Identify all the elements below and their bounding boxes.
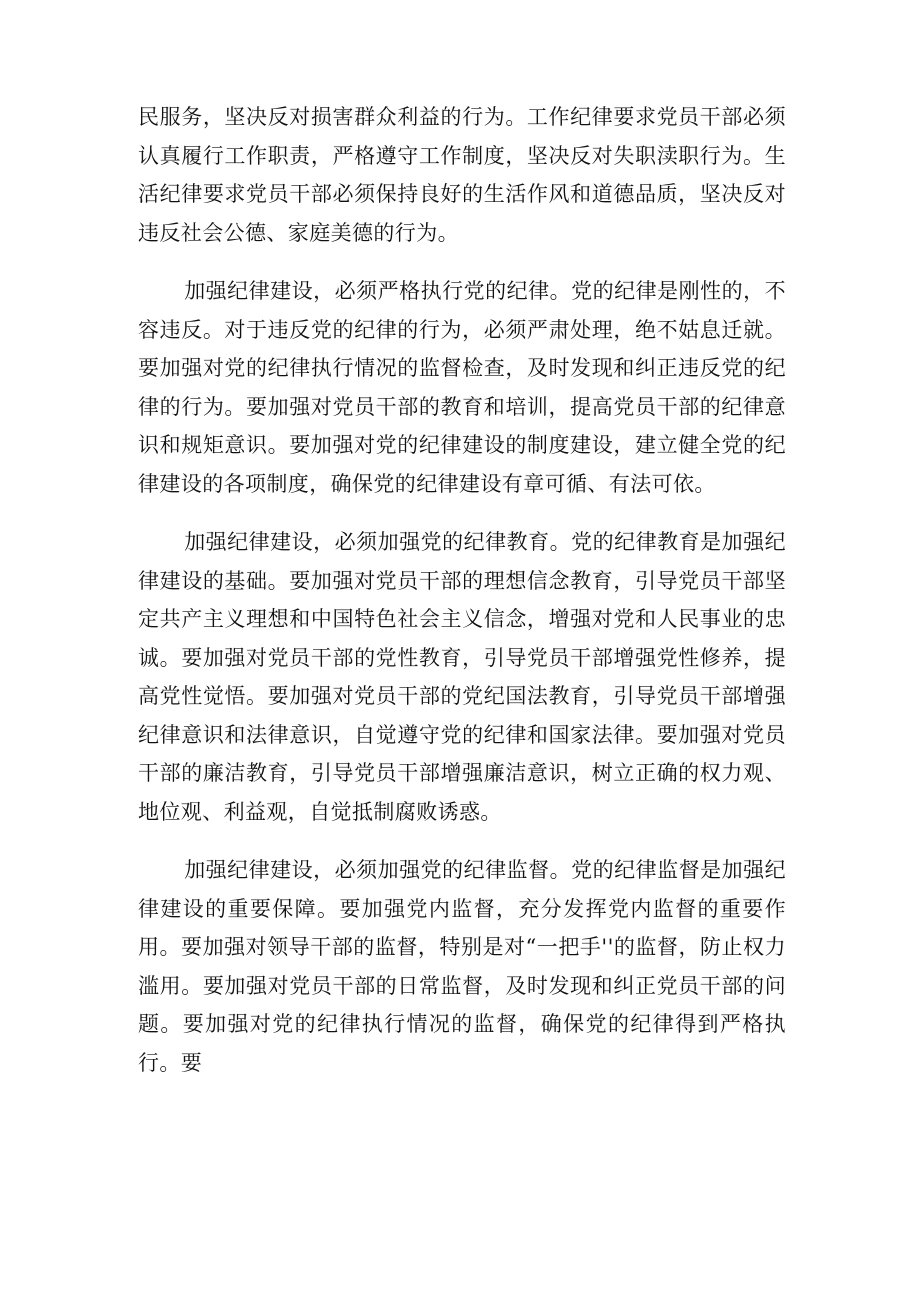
paragraph-4: 加强纪律建设，必须加强党的纪律监督。党的纪律监督是加强纪律建设的重要保障。要加强党内监督，充分发挥党内监督的重要作用。要加强对领导干部的监督，特别是对“一把手''的监督，防止权力滥用。要加强对党员干部的日常监督，及时发现和纠正党员干部的问题。要加强对党的纪律执行情况的监督，确保党的纪律得到严格执行。要	[138, 858, 786, 1075]
paragraph-2: 加强纪律建设，必须严格执行党的纪律。党的纪律是刚性的，不容违反。对于违反党的纪律的行为，必须严肃处理，绝不姑息迁就。要加强对党的纪律执行情况的监督检查，及时发现和纠正违反党的纪律的行为。要加强对党员干部的教育和培训，提高党员干部的纪律意识和规矩意识。要加强对党的纪律建设的制度建设，建立健全党的纪律建设的各项制度，确保党的纪律建设有章可循、有法可依。	[138, 279, 786, 496]
document-page	[138, 98, 786, 1102]
paragraph-3: 加强纪律建设，必须加强党的纪律教育。党的纪律教育是加强纪律建设的基础。要加强对党员干部的理想信念教育，引导党员干部坚定共产主义理想和中国特色社会主义信念，增强对党和人民事业的忠诚。要加强对党员干部的党性教育，引导党员干部增强党性修养，提高党性觉悟。要加强对党员干部的党纪国法教育，引导党员干部增强纪律意识和法律意识，自觉遵守党的纪律和国家法律。要加强对党员干部的廉洁教育，引导党员干部增强廉洁意识，树立正确的权力观、地位观、利益观，自觉抵制腐败诱惑。	[138, 530, 786, 824]
paragraph-1: 民服务，坚决反对损害群众利益的行为。工作纪律要求党员干部必须认真履行工作职责，严格遵守工作制度，坚决反对失职渎职行为。生活纪律要求党员干部必须保持良好的生活作风和道德品质，坚决反对违反社会公德、家庭美德的行为。	[138, 105, 786, 245]
